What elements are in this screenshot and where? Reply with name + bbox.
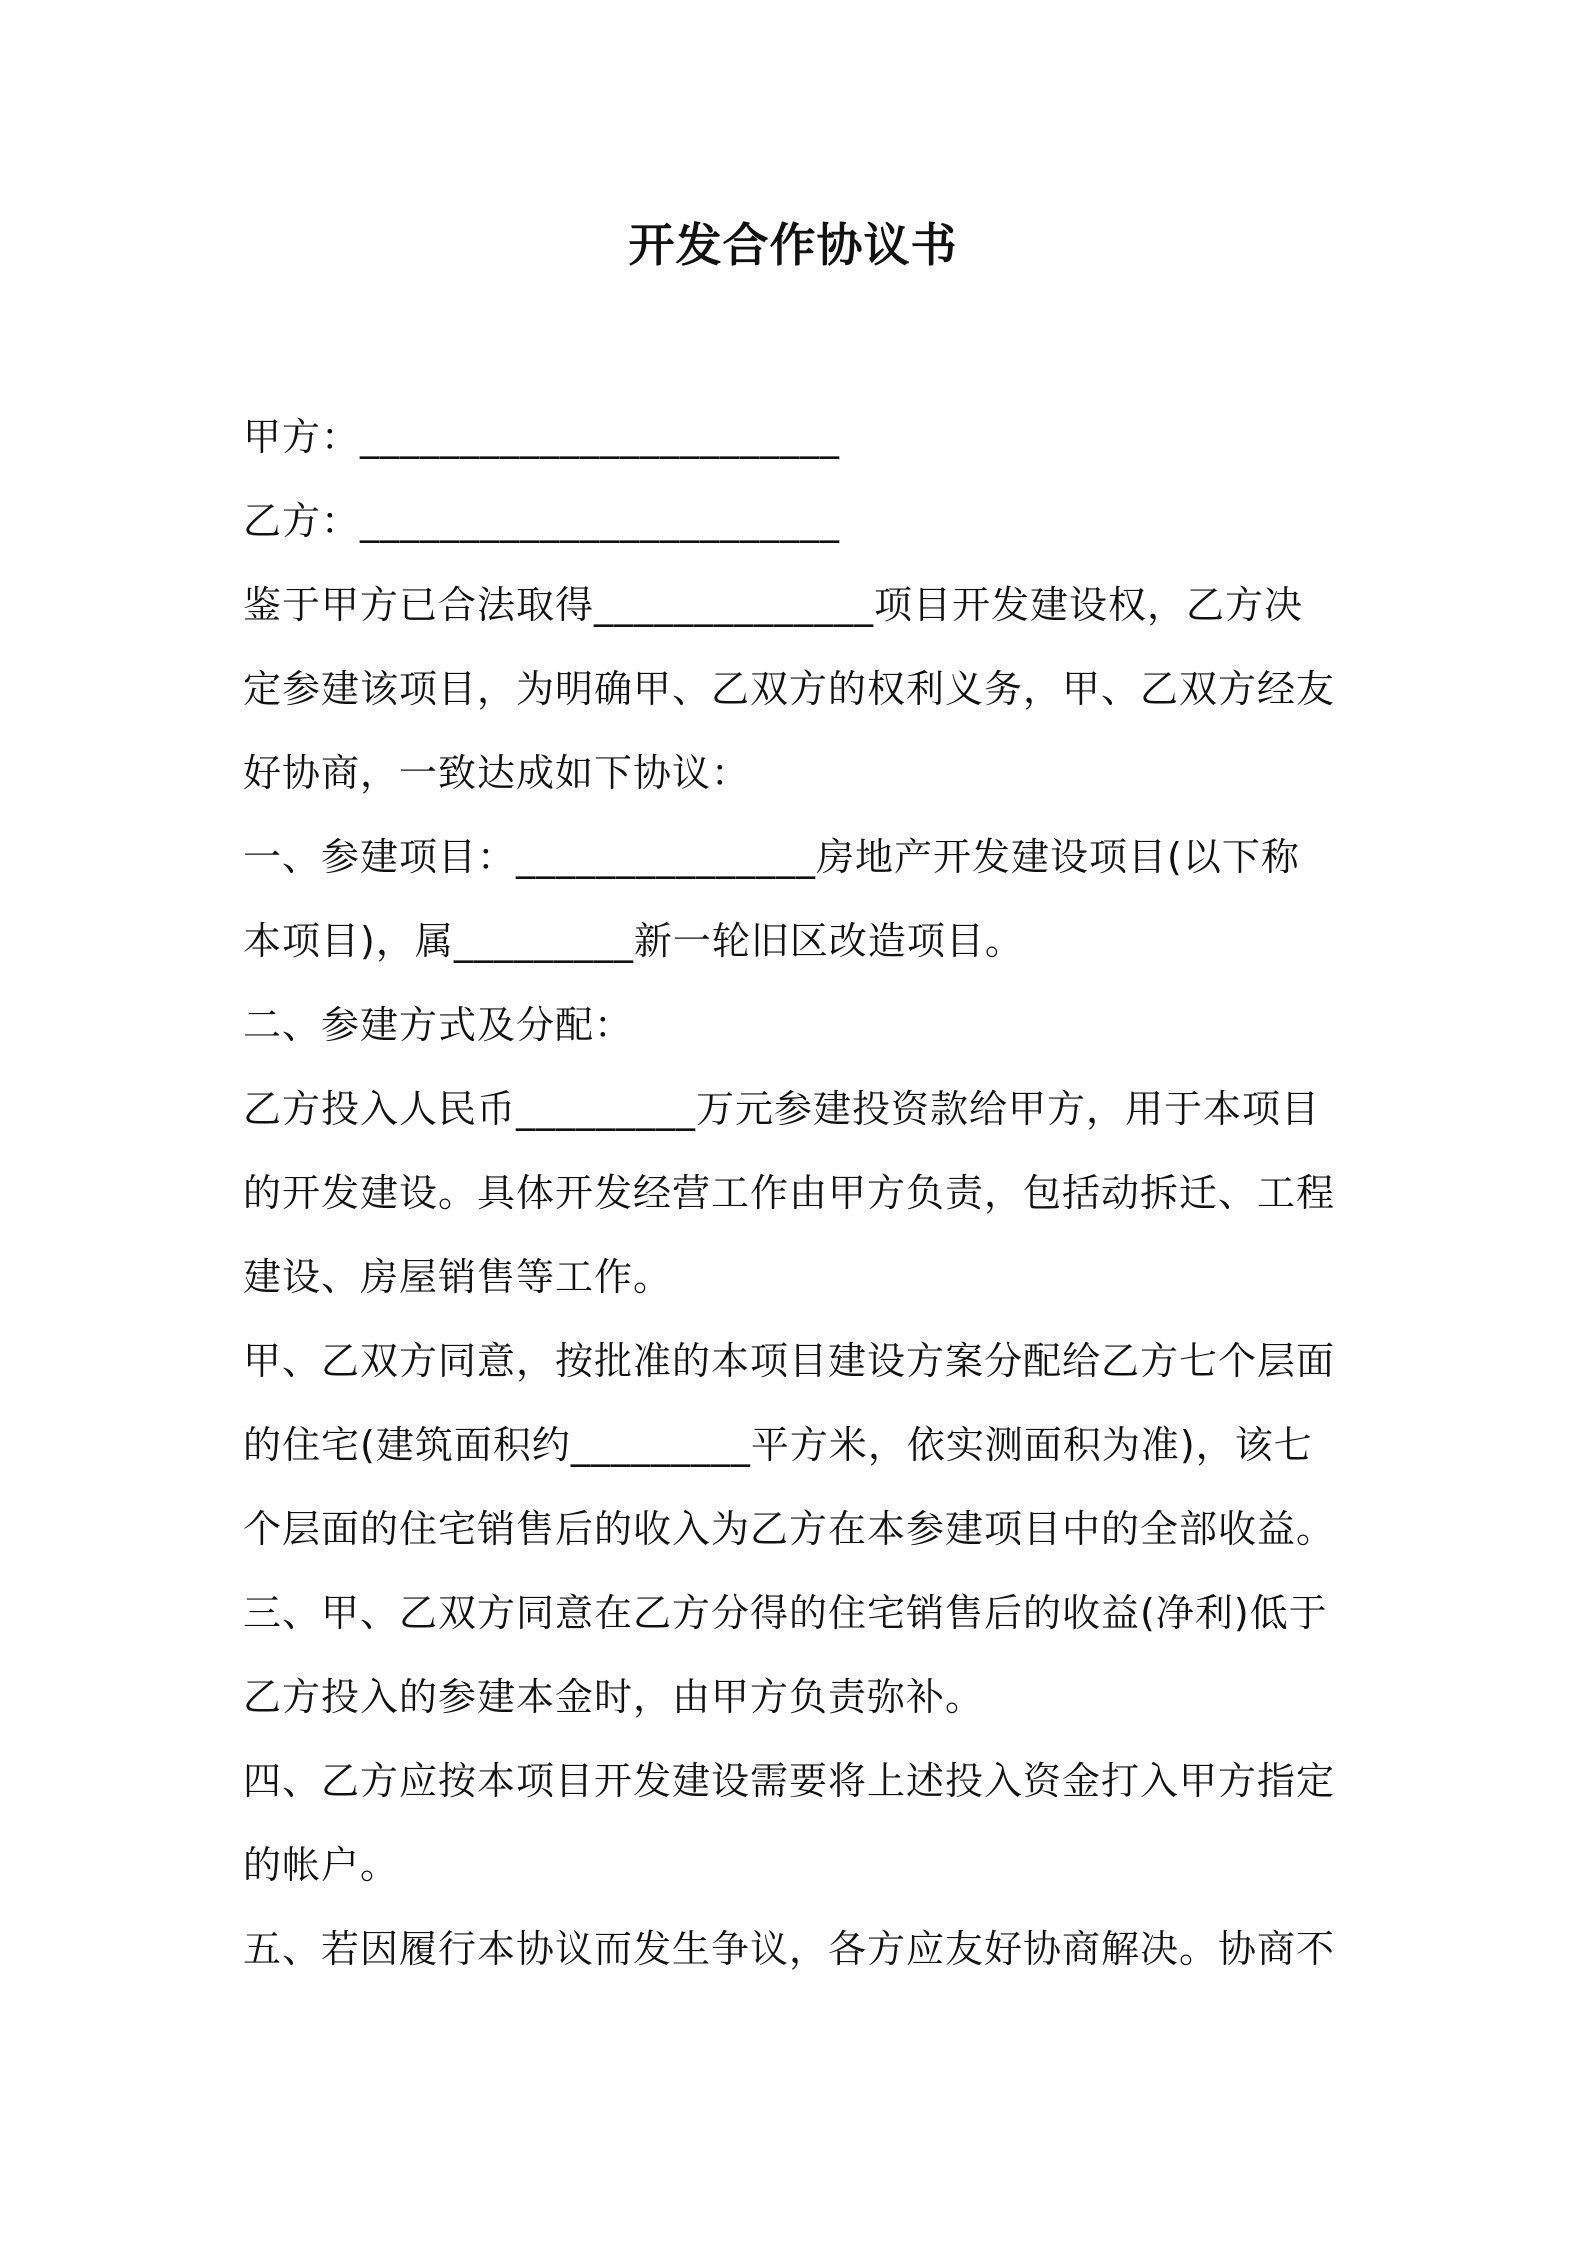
party-a-line: 甲方：________________________ — [243, 415, 841, 459]
clause-2-para-2-line-1: 甲、乙双方同意，按批准的本项目建设方案分配给乙方七个层面 — [243, 1339, 1336, 1383]
clause-1-line-2: 本项目)，属_________新一轮旧区改造项目。 — [243, 919, 1024, 963]
clause-2-para-2-line-2: 的住宅(建筑面积约_________平方米，依实测面积为准)，该七 — [243, 1423, 1313, 1467]
clause-2-para-1-line-1: 乙方投入人民币_________万元参建投资款给甲方，用于本项目 — [243, 1087, 1321, 1131]
clause-1-line-1: 一、参建项目：_______________房地产开发建设项目(以下称 — [243, 835, 1300, 879]
clause-2-para-1-line-3: 建设、房屋销售等工作。 — [243, 1255, 673, 1299]
preamble-line-2: 定参建该项目，为明确甲、乙双方的权利义务，甲、乙双方经友 — [243, 667, 1336, 711]
preamble-line-3: 好协商，一致达成如下协议： — [243, 751, 751, 795]
clause-3-line-2: 乙方投入的参建本金时，由甲方负责弥补。 — [243, 1675, 985, 1719]
clause-2-para-2-line-3: 个层面的住宅销售后的收入为乙方在本参建项目中的全部收益。 — [243, 1507, 1336, 1551]
document-body — [243, 395, 1353, 1991]
party-b-line: 乙方：________________________ — [243, 499, 841, 543]
clause-3-line-1: 三、甲、乙双方同意在乙方分得的住宅销售后的收益(净利)低于 — [243, 1591, 1328, 1635]
preamble-line-1: 鉴于甲方已合法取得______________项目开发建设权，乙方决 — [243, 583, 1304, 627]
clause-2-heading: 二、参建方式及分配： — [243, 1003, 634, 1047]
document-title: 开发合作协议书 — [628, 218, 958, 272]
clause-4-line-1: 四、乙方应按本项目开发建设需要将上述投入资金打入甲方指定 — [243, 1759, 1336, 1803]
clause-5-line-1: 五、若因履行本协议而发生争议，各方应友好协商解决。协商不 — [243, 1927, 1336, 1971]
clause-4-line-2: 的帐户。 — [243, 1843, 400, 1887]
clause-2-para-1-line-2: 的开发建设。具体开发经营工作由甲方负责，包括动拆迁、工程 — [243, 1171, 1336, 1215]
